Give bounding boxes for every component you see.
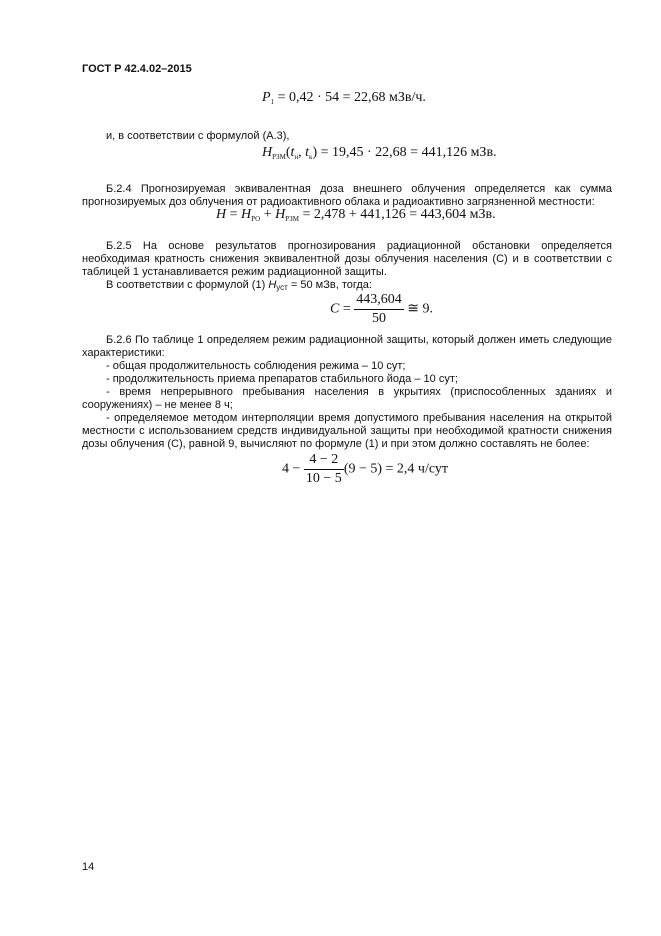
document-header: ГОСТ Р 42.4.02–2015 [82,63,192,75]
list-item: - определяемое методом интерполяции время допустимого пребывания населения на открытой местности с использованием средств индивидуальной защиты при необходимой кратности снижения дозы облучения (С), равной 9, вычисляют по формуле (1) и при этом должно составлять не более: [82,412,612,450]
page-number: 14 [82,861,95,873]
eq2-sub: РЗМ [272,153,286,161]
b25-line2-a: В соответствии с формулой (1) [106,279,269,291]
list-item: - время непрерывного пребывания населения в укрытиях (приспособленных зданиях и сооружениях) – не менее 8 ч; [82,386,612,411]
eq3-h2-sub: РЗМ [285,215,299,223]
eq3-h2: H [275,207,286,222]
eq4-num: 443,604 [354,292,404,310]
b25-line2-b: = 50 мЗв, тогда: [287,279,372,291]
eq4-eq: = [339,301,355,317]
eq5-lhs: 4 − [282,461,304,477]
list-item: - общая продолжительность соблюдения режима – 10 сут; [106,360,406,372]
eq2-t1-sub: н [294,153,299,161]
equation-interpolation [282,452,448,487]
eq4-fraction [354,292,404,327]
eq1-sub: 1 [270,98,275,106]
eq3-rhs: = 2,478 + 441,126 = 443,604 мЗв. [298,207,496,222]
eq1-var: P [262,90,271,105]
eq3-h1-sub: РО [251,215,261,223]
paragraph-b24: Б.2.4 Прогнозируемая эквивалентная доза внешнего облучения определяется как сумма прогнозируемых доз облучения от радиоактивного облака и радиоактивно загрязненной местности: [82,183,612,208]
list-item: - продолжительность приема препаратов стабильного йода – 10 сут; [106,373,458,385]
b25-line2-h: Н [268,279,277,291]
eq5-num: 4 − 2 [304,452,344,470]
formula-reference-text: и, в соответствии с формулой (А.3), [106,130,290,142]
b25-line2-sub: уст [276,283,288,292]
eq3-lhs: H [216,207,227,222]
eq1-rhs: = 0,42 · 54 = 22,68 мЗв/ч. [274,90,426,105]
eq4-den: 50 [372,311,386,326]
paragraph-b25: Б.2.5 На основе результатов прогнозирования радиационной обстановки определяется необходимая кратность снижения эквивалентной дозы облучения населения (С) и в соответствии с таблицей 1 устанавливается режим радиационной защиты. [82,240,612,278]
eq2-t2: t [305,145,310,160]
equation-h-rzm: $H_{РЗМ}(t_н$, $t_к) = 19,45 \cdot 22,68 = 441,126$ мЗв. [262,145,497,161]
eq2-t2-sub: к [309,153,313,161]
equation-p1 [262,90,426,106]
paragraph-b26: Б.2.6 По таблице 1 определяем режим радиационной защиты, который должен иметь следующие характеристики: [82,334,612,359]
eq4-lhs: C [330,301,340,317]
eq4-rhs: ≅ 9. [403,301,433,317]
eq5-fraction [304,452,344,487]
eq2-rhs: ) = 19,45 · 22,68 = 441,126 мЗв. [312,145,497,160]
equation-c [330,292,433,327]
eq3-h1: H [241,207,252,222]
paragraph-b25-line2 [106,279,372,292]
eq2-var: H [262,145,273,160]
equation-h-total [216,207,496,223]
eq3-eq: = [226,207,242,222]
eq5-den: 10 − 5 [305,471,342,486]
eq2-t1: t [290,145,295,160]
eq5-rhs: (9 − 5) = 2,4 ч/сут [343,461,449,477]
eq3-plus: + [260,207,276,222]
